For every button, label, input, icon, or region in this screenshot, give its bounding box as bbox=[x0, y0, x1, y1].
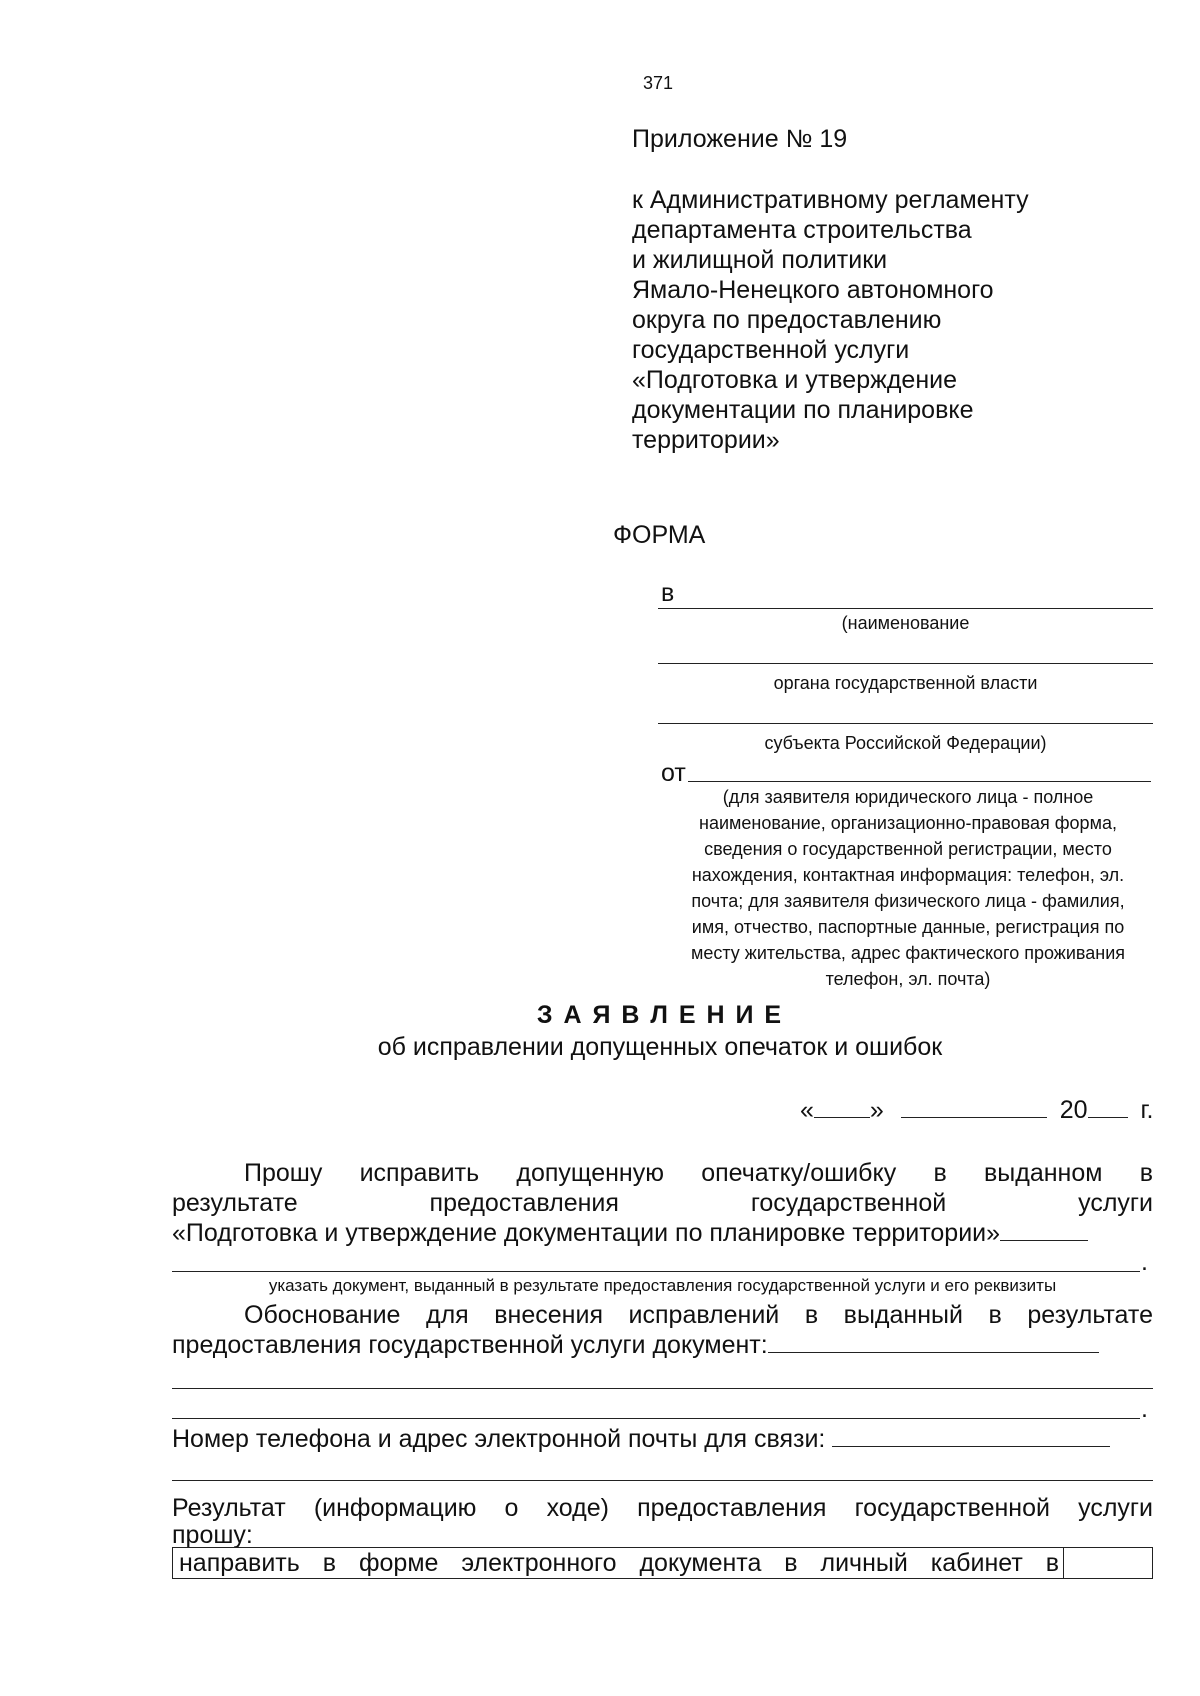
annex-title: Приложение № 19 bbox=[632, 125, 848, 153]
addressee-caption-3: субъекта Российской Федерации) bbox=[764, 733, 1047, 753]
annex-line: «Подготовка и утверждение bbox=[632, 366, 957, 394]
basis-line-1: Обоснование для внесения исправлений в выданный в результате bbox=[244, 1301, 1153, 1329]
result-option-checkbox[interactable] bbox=[1063, 1548, 1152, 1578]
basis-line-2 bbox=[172, 1330, 1099, 1360]
addressee-line-1[interactable] bbox=[658, 608, 1153, 609]
addressee-line-3[interactable] bbox=[658, 723, 1153, 724]
date-open-quote: « bbox=[800, 1096, 814, 1124]
applicant-line[interactable] bbox=[688, 781, 1151, 782]
year-prefix: 20 bbox=[1059, 1096, 1088, 1124]
page-number: 371 bbox=[643, 73, 674, 93]
contact-label: Номер телефона и адрес электронной почты для связи: bbox=[172, 1425, 826, 1453]
document-caption: указать документ, выданный в результате предоставления государственной услуги и его реквизиты bbox=[268, 1276, 1057, 1295]
service-name: «Подготовка и утверждение документации по планировке территории» bbox=[172, 1219, 1001, 1247]
applicant-caption-line: телефон, эл. почта) bbox=[825, 969, 991, 989]
request-line-1: Прошу исправить допущенную опечатку/ошибку в выданном в bbox=[244, 1159, 1153, 1187]
basis-field-line-2[interactable] bbox=[172, 1418, 1140, 1419]
from-prefix: от bbox=[661, 759, 686, 787]
addressee-caption-1: (наименование bbox=[841, 613, 970, 633]
addressee-caption-2: органа государственной власти bbox=[773, 673, 1038, 693]
annex-line: государственной услуги bbox=[632, 336, 910, 364]
request-line-2: результате предоставления государственной услуги bbox=[172, 1189, 1153, 1217]
date-close-quote: » bbox=[869, 1096, 884, 1124]
request-line-3 bbox=[172, 1218, 1088, 1248]
result-option-label: направить в форме электронного документа в личный кабинет в bbox=[179, 1549, 1059, 1577]
document-field-inline[interactable] bbox=[1000, 1218, 1088, 1241]
annex-line: территории» bbox=[632, 426, 780, 454]
basis-label: предоставления государственной услуги документ: bbox=[172, 1331, 768, 1359]
result-line-1: Результат (информацию о ходе) предоставления государственной услуги bbox=[172, 1494, 1153, 1522]
month-field[interactable] bbox=[901, 1095, 1047, 1118]
year-field[interactable] bbox=[1088, 1095, 1128, 1118]
result-line-2: прошу: bbox=[172, 1521, 253, 1549]
annex-reference bbox=[632, 185, 1029, 455]
annex-line: округа по предоставлению bbox=[632, 306, 942, 334]
contact-line bbox=[172, 1424, 1110, 1454]
annex-line: департамента строительства bbox=[632, 216, 972, 244]
annex-line: и жилищной политики bbox=[632, 246, 888, 274]
basis-field-line-1[interactable] bbox=[172, 1388, 1153, 1389]
contact-field[interactable] bbox=[832, 1424, 1110, 1447]
document-period: . bbox=[1141, 1248, 1148, 1276]
date-line bbox=[800, 1095, 1153, 1125]
addressee-line-2[interactable] bbox=[658, 663, 1153, 664]
statement-title: З А Я В Л Е Н И Е bbox=[536, 1001, 784, 1029]
result-option-row bbox=[172, 1547, 1153, 1579]
contact-field-line[interactable] bbox=[172, 1480, 1153, 1481]
day-field[interactable] bbox=[814, 1095, 870, 1118]
basis-field-inline[interactable] bbox=[768, 1330, 1099, 1353]
year-suffix: г. bbox=[1140, 1096, 1154, 1124]
annex-line: документации по планировке bbox=[632, 396, 974, 424]
applicant-caption-line: наименование, организационно-правовая форма, bbox=[699, 813, 1117, 833]
applicant-caption-line: имя, отчество, паспортные данные, регистрация по bbox=[691, 917, 1125, 937]
applicant-caption bbox=[663, 784, 1153, 992]
annex-line: к Административному регламенту bbox=[632, 186, 1029, 214]
statement-subtitle: об исправлении допущенных опечаток и ошибок bbox=[377, 1033, 943, 1061]
document-field-line[interactable] bbox=[172, 1271, 1140, 1272]
applicant-caption-line: нахождения, контактная информация: телефон, эл. bbox=[691, 865, 1125, 885]
applicant-caption-line: (для заявителя юридического лица - полное bbox=[722, 787, 1094, 807]
annex-line: Ямало-Ненецкого автономного bbox=[632, 276, 994, 304]
to-prefix: в bbox=[661, 579, 675, 607]
applicant-caption-line: месту жительства, адрес фактического проживания bbox=[690, 943, 1126, 963]
applicant-caption-line: сведения о государственной регистрации, место bbox=[704, 839, 1112, 859]
form-label: ФОРМА bbox=[613, 521, 706, 549]
applicant-caption-line: почта; для заявителя физического лица - фамилия, bbox=[691, 891, 1125, 911]
basis-period: . bbox=[1141, 1395, 1148, 1423]
